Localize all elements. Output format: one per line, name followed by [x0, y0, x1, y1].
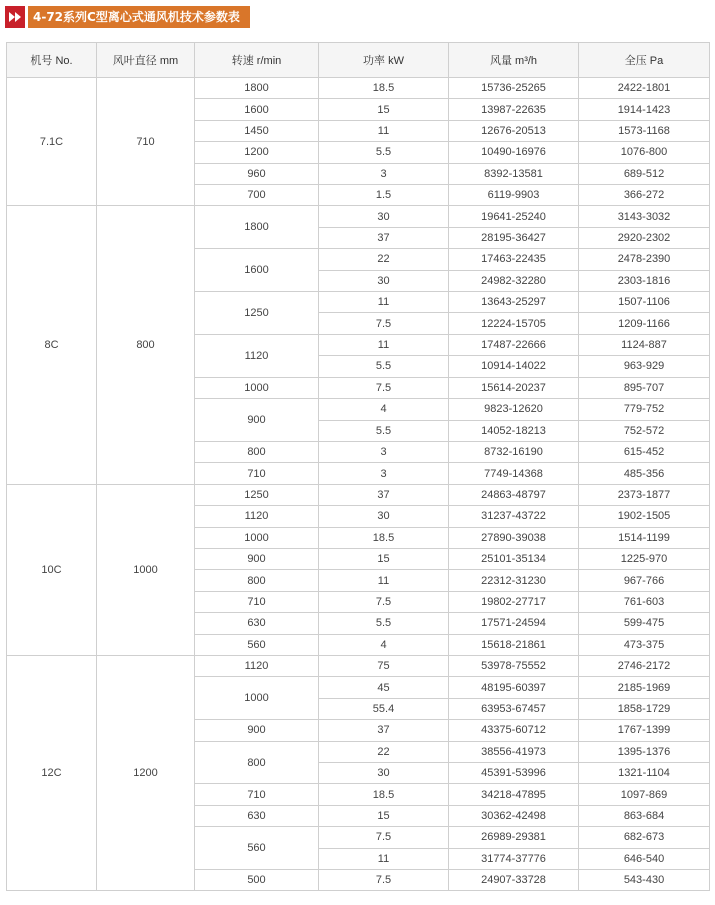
power-cell: 22 [319, 741, 449, 762]
airflow-cell: 24863-48797 [449, 484, 579, 505]
pressure-cell: 895-707 [579, 377, 710, 398]
pressure-cell: 1914-1423 [579, 99, 710, 120]
model-cell: 7.1C [7, 78, 97, 206]
speed-cell: 1600 [195, 249, 319, 292]
pressure-cell: 1395-1376 [579, 741, 710, 762]
pressure-cell: 1076-800 [579, 142, 710, 163]
table-header-row [7, 43, 710, 78]
speed-cell: 1800 [195, 206, 319, 249]
pressure-cell: 1514-1199 [579, 527, 710, 548]
airflow-cell: 25101-35134 [449, 548, 579, 569]
airflow-cell: 48195-60397 [449, 677, 579, 698]
airflow-cell: 9823-12620 [449, 399, 579, 420]
airflow-cell: 15618-21861 [449, 634, 579, 655]
pressure-cell: 2303-1816 [579, 270, 710, 291]
speed-cell: 800 [195, 741, 319, 784]
power-cell: 7.5 [319, 313, 449, 334]
pressure-cell: 779-752 [579, 399, 710, 420]
airflow-cell: 12224-15705 [449, 313, 579, 334]
header-speed: 转速 r/min [195, 43, 319, 78]
airflow-cell: 28195-36427 [449, 227, 579, 248]
airflow-cell: 10914-14022 [449, 356, 579, 377]
power-cell: 3 [319, 441, 449, 462]
power-cell: 11 [319, 334, 449, 355]
pressure-cell: 1767-1399 [579, 720, 710, 741]
power-cell: 7.5 [319, 870, 449, 891]
power-cell: 45 [319, 677, 449, 698]
airflow-cell: 26989-29381 [449, 827, 579, 848]
airflow-cell: 24982-32280 [449, 270, 579, 291]
speed-cell: 500 [195, 870, 319, 891]
pressure-cell: 2422-1801 [579, 78, 710, 99]
header-model: 机号 No. [7, 43, 97, 78]
pressure-cell: 485-356 [579, 463, 710, 484]
pressure-cell: 2373-1877 [579, 484, 710, 505]
power-cell: 18.5 [319, 784, 449, 805]
airflow-cell: 63953-67457 [449, 698, 579, 719]
pressure-cell: 682-673 [579, 827, 710, 848]
power-cell: 7.5 [319, 377, 449, 398]
table-row [7, 655, 710, 676]
power-cell: 30 [319, 206, 449, 227]
airflow-cell: 17571-24594 [449, 613, 579, 634]
power-cell: 37 [319, 484, 449, 505]
airflow-cell: 53978-75552 [449, 655, 579, 676]
power-cell: 4 [319, 399, 449, 420]
pressure-cell: 2746-2172 [579, 655, 710, 676]
power-cell: 7.5 [319, 827, 449, 848]
power-cell: 4 [319, 634, 449, 655]
table-row [7, 484, 710, 505]
power-cell: 1.5 [319, 185, 449, 206]
speed-cell: 1450 [195, 120, 319, 141]
pressure-cell: 2185-1969 [579, 677, 710, 698]
power-cell: 30 [319, 763, 449, 784]
speed-cell: 1250 [195, 292, 319, 335]
airflow-cell: 19802-27717 [449, 591, 579, 612]
power-cell: 18.5 [319, 78, 449, 99]
power-cell: 5.5 [319, 356, 449, 377]
pressure-cell: 366-272 [579, 185, 710, 206]
speed-cell: 1600 [195, 99, 319, 120]
power-cell: 5.5 [319, 142, 449, 163]
airflow-cell: 17487-22666 [449, 334, 579, 355]
airflow-cell: 43375-60712 [449, 720, 579, 741]
pressure-cell: 615-452 [579, 441, 710, 462]
power-cell: 7.5 [319, 591, 449, 612]
airflow-cell: 13987-22635 [449, 99, 579, 120]
speed-cell: 1120 [195, 655, 319, 676]
power-cell: 11 [319, 570, 449, 591]
pressure-cell: 3143-3032 [579, 206, 710, 227]
pressure-cell: 761-603 [579, 591, 710, 612]
power-cell: 30 [319, 270, 449, 291]
diameter-cell: 1200 [97, 655, 195, 890]
speed-cell: 1000 [195, 377, 319, 398]
power-cell: 55.4 [319, 698, 449, 719]
pressure-cell: 1209-1166 [579, 313, 710, 334]
airflow-cell: 8732-16190 [449, 441, 579, 462]
speed-cell: 700 [195, 185, 319, 206]
speed-cell: 560 [195, 827, 319, 870]
airflow-cell: 13643-25297 [449, 292, 579, 313]
speed-cell: 1000 [195, 527, 319, 548]
power-cell: 18.5 [319, 527, 449, 548]
table-row [7, 78, 710, 99]
speed-cell: 630 [195, 805, 319, 826]
pressure-cell: 543-430 [579, 870, 710, 891]
pressure-cell: 2478-2390 [579, 249, 710, 270]
airflow-cell: 45391-53996 [449, 763, 579, 784]
power-cell: 3 [319, 163, 449, 184]
header-airflow: 风量 m³/h [449, 43, 579, 78]
power-cell: 5.5 [319, 420, 449, 441]
airflow-cell: 14052-18213 [449, 420, 579, 441]
airflow-cell: 38556-41973 [449, 741, 579, 762]
airflow-cell: 34218-47895 [449, 784, 579, 805]
power-cell: 11 [319, 120, 449, 141]
model-cell: 10C [7, 484, 97, 655]
speed-cell: 1250 [195, 484, 319, 505]
pressure-cell: 1097-869 [579, 784, 710, 805]
diameter-cell: 1000 [97, 484, 195, 655]
page-title: 4-72系列C型离心式通风机技术参数表 [28, 6, 250, 28]
power-cell: 15 [319, 805, 449, 826]
power-cell: 22 [319, 249, 449, 270]
speed-cell: 1800 [195, 78, 319, 99]
speed-cell: 1200 [195, 142, 319, 163]
speed-cell: 900 [195, 399, 319, 442]
pressure-cell: 599-475 [579, 613, 710, 634]
pressure-cell: 2920-2302 [579, 227, 710, 248]
diameter-cell: 800 [97, 206, 195, 484]
speed-cell: 800 [195, 441, 319, 462]
speed-cell: 630 [195, 613, 319, 634]
airflow-cell: 17463-22435 [449, 249, 579, 270]
speed-cell: 900 [195, 720, 319, 741]
power-cell: 37 [319, 227, 449, 248]
pressure-cell: 1124-887 [579, 334, 710, 355]
airflow-cell: 15736-25265 [449, 78, 579, 99]
pressure-cell: 1507-1106 [579, 292, 710, 313]
power-cell: 15 [319, 99, 449, 120]
pressure-cell: 473-375 [579, 634, 710, 655]
pressure-cell: 646-540 [579, 848, 710, 869]
airflow-cell: 15614-20237 [449, 377, 579, 398]
airflow-cell: 19641-25240 [449, 206, 579, 227]
airflow-cell: 30362-42498 [449, 805, 579, 826]
title-bar [5, 6, 250, 28]
power-cell: 5.5 [319, 613, 449, 634]
speed-cell: 710 [195, 784, 319, 805]
power-cell: 30 [319, 506, 449, 527]
pressure-cell: 863-684 [579, 805, 710, 826]
power-cell: 37 [319, 720, 449, 741]
pressure-cell: 1858-1729 [579, 698, 710, 719]
pressure-cell: 1321-1104 [579, 763, 710, 784]
pressure-cell: 1225-970 [579, 548, 710, 569]
model-cell: 8C [7, 206, 97, 484]
fast-forward-icon [5, 6, 25, 28]
pressure-cell: 1902-1505 [579, 506, 710, 527]
pressure-cell: 689-512 [579, 163, 710, 184]
speed-cell: 1120 [195, 506, 319, 527]
airflow-cell: 27890-39038 [449, 527, 579, 548]
speed-cell: 900 [195, 548, 319, 569]
airflow-cell: 8392-13581 [449, 163, 579, 184]
header-diameter: 风叶直径 mm [97, 43, 195, 78]
airflow-cell: 6119-9903 [449, 185, 579, 206]
airflow-cell: 7749-14368 [449, 463, 579, 484]
airflow-cell: 24907-33728 [449, 870, 579, 891]
pressure-cell: 1573-1168 [579, 120, 710, 141]
speed-cell: 800 [195, 570, 319, 591]
pressure-cell: 752-572 [579, 420, 710, 441]
airflow-cell: 22312-31230 [449, 570, 579, 591]
speed-cell: 560 [195, 634, 319, 655]
speed-cell: 710 [195, 591, 319, 612]
spec-table [6, 42, 710, 891]
speed-cell: 710 [195, 463, 319, 484]
table-row [7, 206, 710, 227]
airflow-cell: 31774-37776 [449, 848, 579, 869]
power-cell: 15 [319, 548, 449, 569]
header-pressure: 全压 Pa [579, 43, 710, 78]
model-cell: 12C [7, 655, 97, 890]
power-cell: 11 [319, 292, 449, 313]
airflow-cell: 31237-43722 [449, 506, 579, 527]
diameter-cell: 710 [97, 78, 195, 206]
power-cell: 3 [319, 463, 449, 484]
power-cell: 75 [319, 655, 449, 676]
speed-cell: 1120 [195, 334, 319, 377]
pressure-cell: 967-766 [579, 570, 710, 591]
header-power: 功率 kW [319, 43, 449, 78]
speed-cell: 1000 [195, 677, 319, 720]
airflow-cell: 12676-20513 [449, 120, 579, 141]
pressure-cell: 963-929 [579, 356, 710, 377]
speed-cell: 960 [195, 163, 319, 184]
power-cell: 11 [319, 848, 449, 869]
airflow-cell: 10490-16976 [449, 142, 579, 163]
